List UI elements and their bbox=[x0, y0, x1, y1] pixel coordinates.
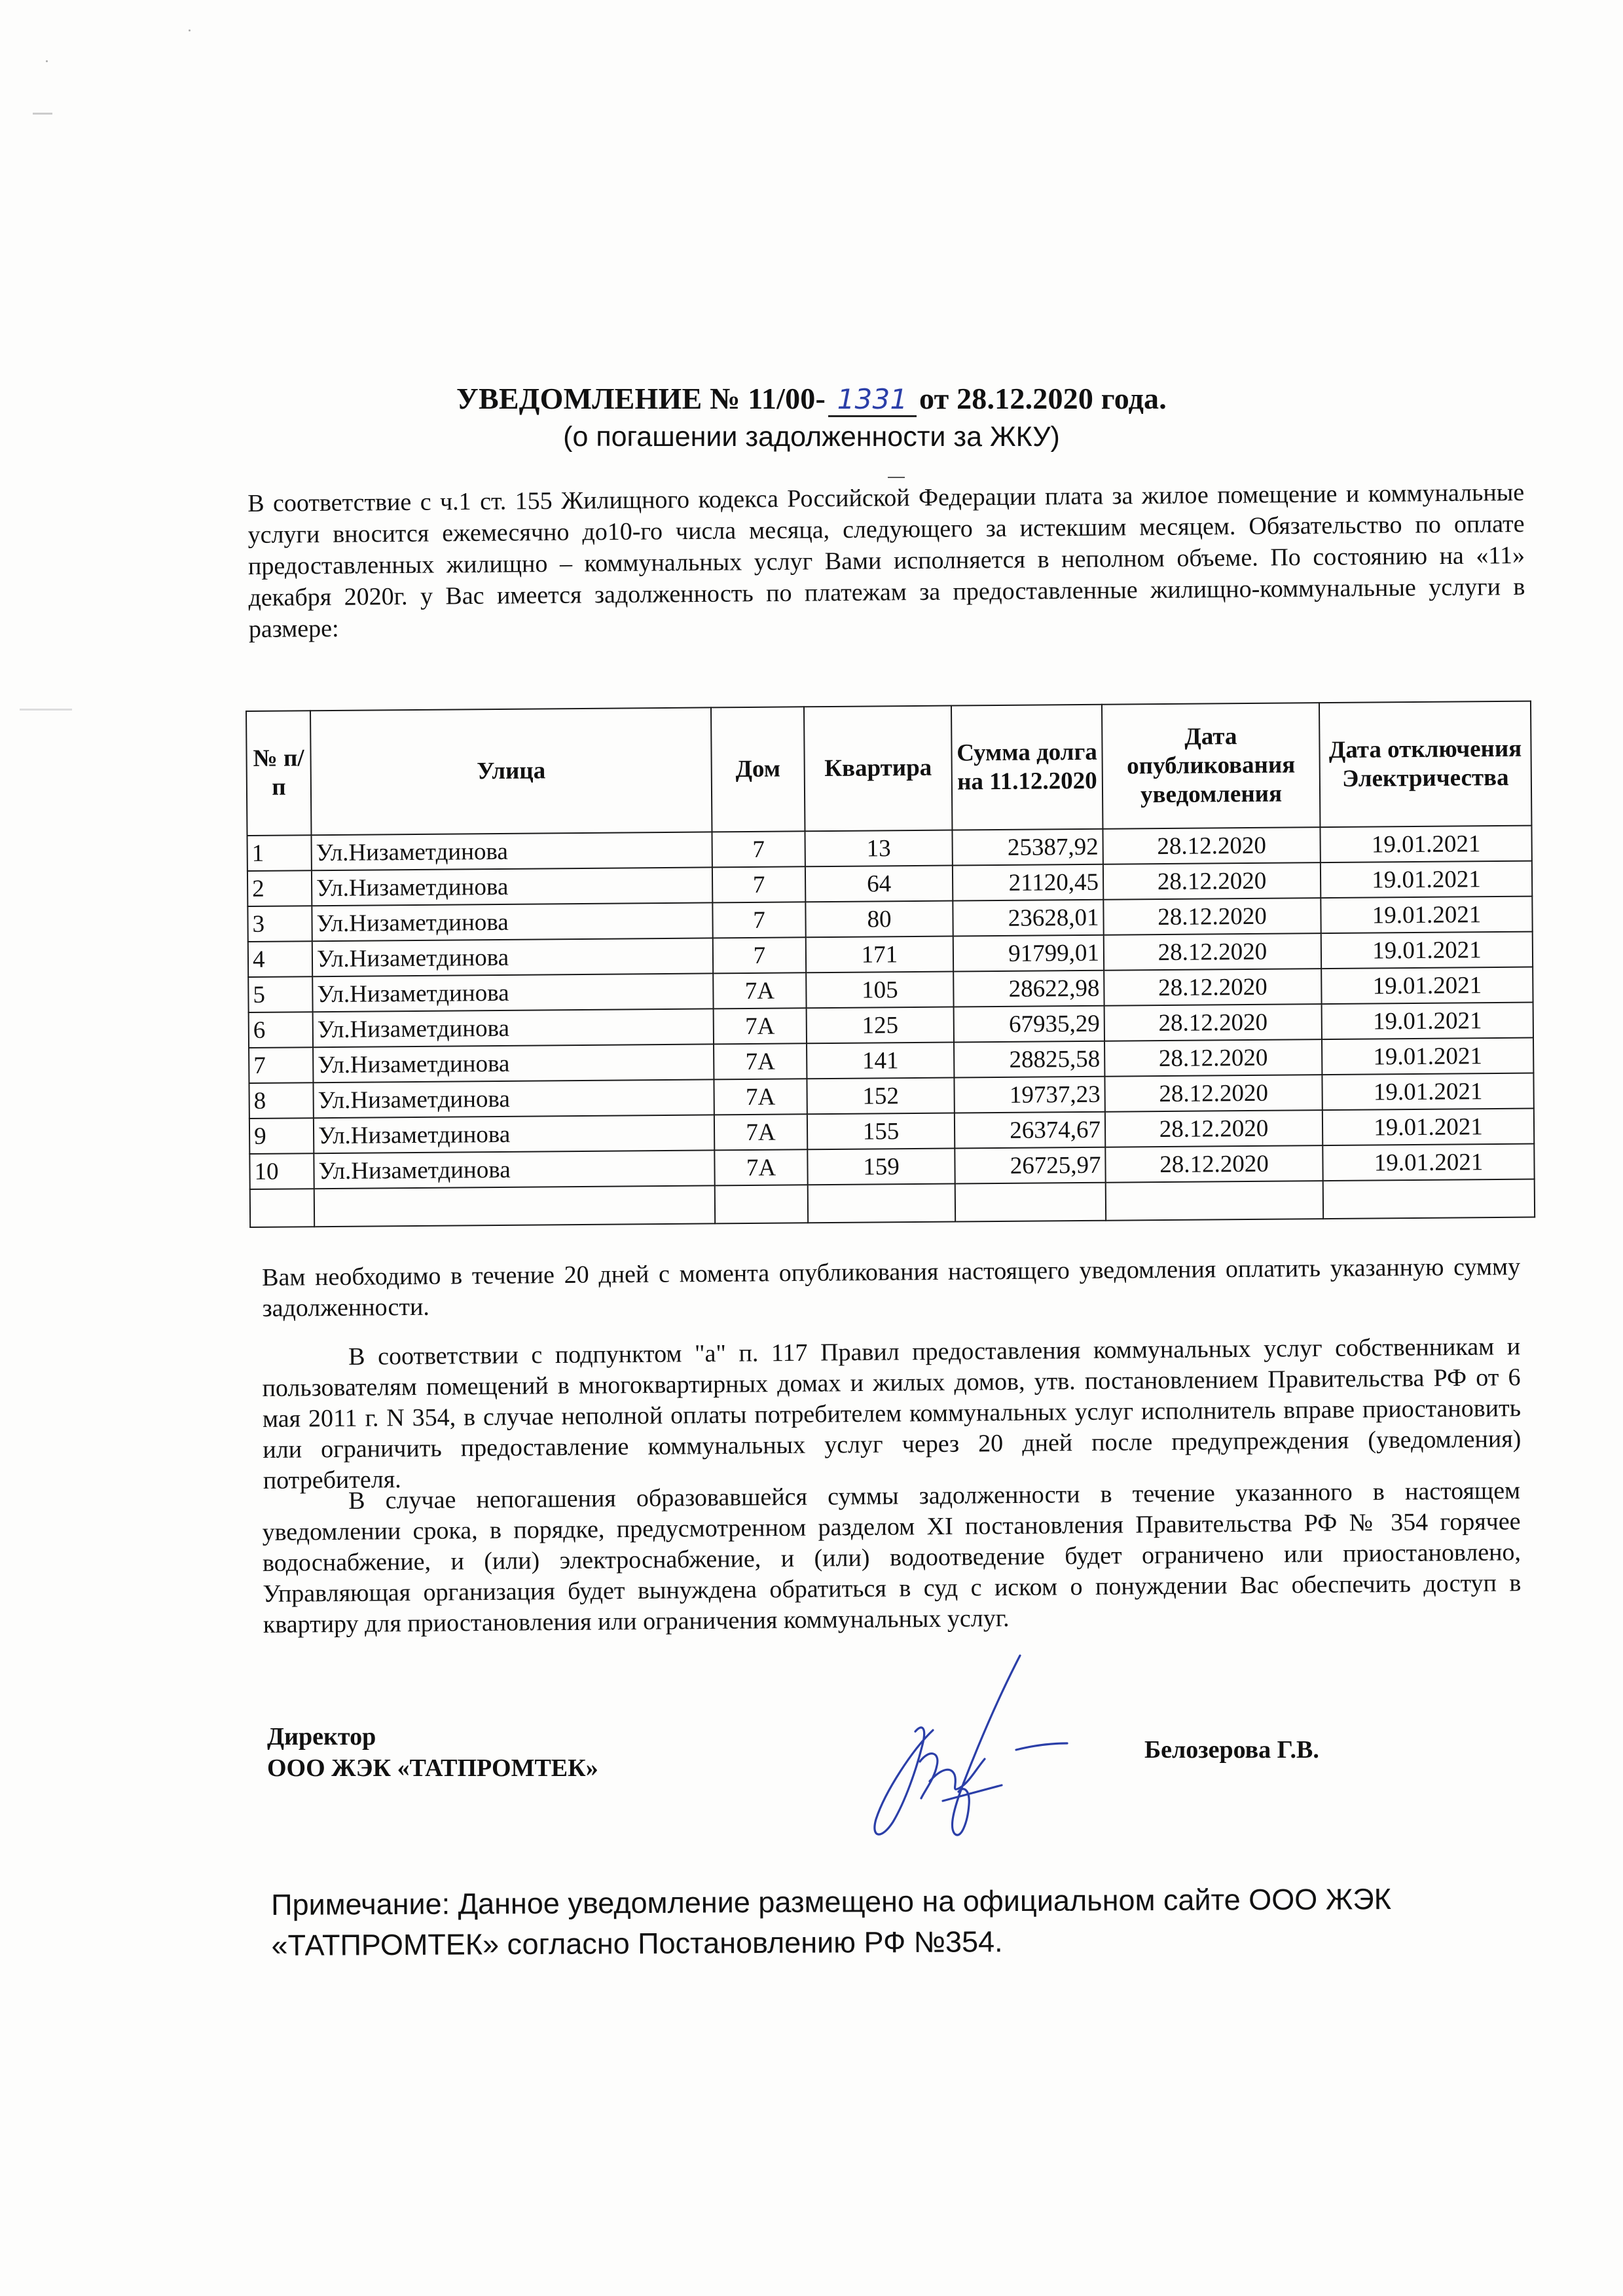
cell-disconnection-date: 19.01.2021 bbox=[1321, 861, 1532, 898]
publication-note: Примечание: Данное уведомление размещено на официальном сайте ООО ЖЭК «ТАТПРОМТЕК» согласно Постановлению РФ №354. bbox=[271, 1882, 1391, 1962]
cell-street: Ул.Низаметдинова bbox=[312, 938, 713, 976]
cell-debt-amount: 26374,67 bbox=[955, 1112, 1105, 1149]
header-cell-street: Улица bbox=[310, 707, 712, 835]
title-suffix: от 28.12.2020 года. bbox=[919, 382, 1167, 415]
cell-apartment: 141 bbox=[807, 1043, 954, 1079]
cell-debt-amount: 25387,92 bbox=[952, 829, 1103, 866]
cell-house: 7А bbox=[714, 1114, 807, 1150]
divider bbox=[888, 477, 905, 478]
cell-disconnection-date: 19.01.2021 bbox=[1321, 967, 1533, 1005]
cell-disconnection-date: 19.01.2021 bbox=[1322, 1109, 1534, 1146]
signatory-block bbox=[267, 1721, 598, 1784]
cell-disconnection-date: 19.01.2021 bbox=[1322, 1144, 1534, 1181]
header-cell-disconnection-date: Дата отключения Электричества bbox=[1319, 701, 1531, 828]
cell-debt-amount: 91799,01 bbox=[953, 935, 1104, 972]
cell-apartment: 152 bbox=[807, 1078, 954, 1115]
cell-house: 7А bbox=[714, 1149, 807, 1185]
title-prefix: УВЕДОМЛЕНИЕ № 11/00- bbox=[456, 382, 826, 415]
payment-deadline-paragraph: Вам необходимо в течение 20 дней с момента опубликования настоящего уведомления оплатить указанную сумму задолженности. bbox=[262, 1253, 1521, 1322]
cell-publication-date: 28.12.2020 bbox=[1105, 1145, 1322, 1183]
cell-debt-amount: 28825,58 bbox=[954, 1041, 1104, 1078]
cell-house: 7 bbox=[712, 902, 805, 938]
cell-street: Ул.Низаметдинова bbox=[311, 832, 712, 870]
cell-house: 7А bbox=[714, 1079, 807, 1115]
cell-apartment: 64 bbox=[805, 866, 953, 902]
cell-publication-date: 28.12.2020 bbox=[1104, 1039, 1322, 1077]
cell-disconnection-date: 19.01.2021 bbox=[1322, 1003, 1533, 1040]
cell-number: 1 bbox=[247, 835, 312, 871]
cell-street: Ул.Низаметдинова bbox=[313, 1079, 714, 1118]
cell-debt-amount: 23628,01 bbox=[953, 900, 1103, 936]
header-cell-debt-amount: Сумма долга на 11.12.2020 bbox=[951, 705, 1103, 830]
cell-house: 7А bbox=[714, 1008, 807, 1044]
cell-number: 4 bbox=[248, 941, 312, 977]
signatory-position: Директор bbox=[267, 1723, 376, 1750]
empty-cell bbox=[1323, 1179, 1535, 1219]
cell-apartment: 159 bbox=[807, 1149, 955, 1185]
cell-apartment: 171 bbox=[806, 936, 953, 973]
cell-debt-amount: 28622,98 bbox=[953, 971, 1104, 1007]
scan-speck bbox=[33, 113, 52, 115]
cell-street: Ул.Низаметдинова bbox=[314, 1115, 714, 1153]
cell-publication-date: 28.12.2020 bbox=[1104, 1075, 1322, 1112]
cell-street: Ул.Низаметдинова bbox=[313, 1044, 714, 1083]
cell-publication-date: 28.12.2020 bbox=[1104, 1004, 1322, 1041]
handwritten-signature bbox=[851, 1650, 1100, 1847]
legal-basis-paragraph: В соответствии с подпунктом "а" п. 117 Правил предоставления коммунальных услуг собственникам и пользователям помещений в многоквартирных домах и жилых домов, утв. постановлением Правительства РФ от 6 мая 2011 г. N 354, в случае неполной оплаты потребителем коммунальных услуг исполнитель вправе приостановить или ограничить предоставление коммунальных услуг через 20 дней после предупреждения (уведомления) потребителя. bbox=[262, 1333, 1522, 1494]
document-subtitle: (о погашении задолженности за ЖКУ) bbox=[563, 421, 1060, 453]
header-cell-publication-date: Дата опубликования уведомления bbox=[1102, 703, 1320, 829]
cell-disconnection-date: 19.01.2021 bbox=[1321, 897, 1532, 934]
cell-publication-date: 28.12.2020 bbox=[1103, 862, 1321, 900]
header-cell-apartment: Квартира bbox=[804, 706, 952, 832]
signatory-organization: ООО ЖЭК «ТАТПРОМТЕК» bbox=[267, 1754, 598, 1782]
empty-cell bbox=[314, 1185, 715, 1227]
cell-debt-amount: 26725,97 bbox=[955, 1147, 1105, 1184]
empty-cell bbox=[808, 1184, 955, 1223]
cell-apartment: 155 bbox=[807, 1113, 955, 1150]
consequences-paragraph: В случае непогашения образовавшейся суммы задолженности в течение указанного в настоящем уведомлении срока, в порядке, предусмотренном разделом XI постановления Правительства РФ № 354 горячее водоснабжение, и (или) электроснабжение, и (или) водоотведение будет ограничено или приостановлено, Управляющая организация будет вынуждена обратиться в суд с иском о понуждении Вас обеспечить доступ в квартиру для приостановления или ограничения коммунальных услуг. bbox=[262, 1477, 1522, 1639]
table-header-row bbox=[246, 701, 1531, 836]
scan-speck bbox=[46, 60, 48, 62]
cell-debt-amount: 67935,29 bbox=[954, 1006, 1104, 1043]
cell-number: 10 bbox=[249, 1153, 314, 1189]
cell-disconnection-date: 19.01.2021 bbox=[1320, 826, 1531, 863]
cell-publication-date: 28.12.2020 bbox=[1104, 969, 1321, 1006]
header-cell-house: Дом bbox=[711, 707, 805, 832]
scan-speck bbox=[189, 29, 191, 31]
cell-number: 2 bbox=[247, 870, 312, 906]
document-title bbox=[0, 381, 1623, 417]
cell-publication-date: 28.12.2020 bbox=[1103, 827, 1320, 864]
cell-publication-date: 28.12.2020 bbox=[1105, 1110, 1322, 1147]
empty-cell bbox=[250, 1189, 314, 1227]
cell-apartment: 105 bbox=[806, 972, 953, 1009]
cell-apartment: 80 bbox=[805, 901, 953, 938]
cell-house: 7А bbox=[713, 972, 806, 1009]
cell-number: 9 bbox=[249, 1118, 314, 1154]
cell-house: 7 bbox=[712, 866, 805, 902]
cell-house: 7А bbox=[714, 1043, 807, 1079]
cell-disconnection-date: 19.01.2021 bbox=[1322, 1038, 1533, 1075]
cell-street: Ул.Низаметдинова bbox=[313, 1009, 714, 1047]
cell-house: 7 bbox=[712, 831, 805, 867]
empty-cell bbox=[1106, 1181, 1323, 1221]
cell-apartment: 125 bbox=[807, 1007, 954, 1044]
empty-cell bbox=[955, 1183, 1106, 1222]
cell-disconnection-date: 19.01.2021 bbox=[1321, 932, 1533, 969]
cell-number: 6 bbox=[249, 1012, 313, 1048]
cell-number: 3 bbox=[247, 906, 312, 942]
cell-street: Ул.Низаметдинова bbox=[314, 1150, 714, 1189]
cell-disconnection-date: 19.01.2021 bbox=[1322, 1073, 1533, 1111]
signatory-name: Белозерова Г.В. bbox=[1144, 1736, 1319, 1764]
cell-debt-amount: 21120,45 bbox=[953, 864, 1103, 901]
cell-apartment: 13 bbox=[805, 830, 952, 867]
empty-cell bbox=[715, 1185, 808, 1223]
cell-number: 8 bbox=[249, 1083, 313, 1119]
cell-street: Ул.Низаметдинова bbox=[312, 867, 712, 906]
cell-number: 7 bbox=[249, 1047, 313, 1083]
cell-street: Ул.Низаметдинова bbox=[312, 902, 712, 941]
scan-speck bbox=[20, 709, 72, 711]
handwritten-notice-number: 1331 bbox=[828, 383, 917, 417]
intro-paragraph: В соответствие с ч.1 ст. 155 Жилищного кодекса Российской Федерации плата за жилое помещение и коммунальные услуги вносится ежемесячно до10-го числа месяца, следующего за истекшим месяцем. Обязательство по оплате предоставленных жилищно – коммунальных услуг Вами исполняется в неполном объеме. По состоянию на «11» декабря 2020г. у Вас имеется задолженность по платежам за предоставленные жилищно-коммунальные услуги в размере: bbox=[247, 478, 1525, 643]
cell-street: Ул.Низаметдинова bbox=[312, 973, 713, 1012]
cell-house: 7 bbox=[713, 937, 806, 973]
cell-publication-date: 28.12.2020 bbox=[1104, 933, 1321, 971]
cell-number: 5 bbox=[248, 976, 312, 1012]
debt-table bbox=[246, 701, 1535, 1228]
cell-debt-amount: 19737,23 bbox=[954, 1077, 1104, 1113]
cell-publication-date: 28.12.2020 bbox=[1103, 898, 1321, 935]
header-cell-number: № п/п bbox=[246, 711, 311, 836]
